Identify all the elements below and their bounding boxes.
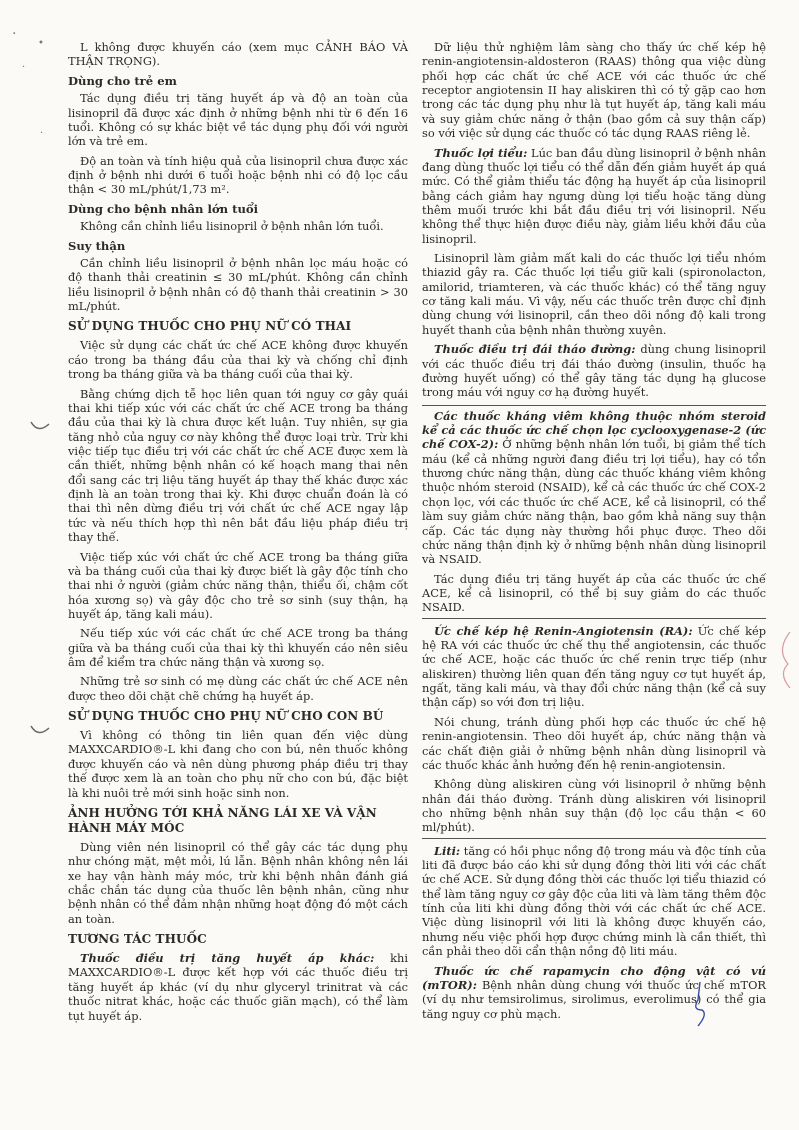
ra-paragraph-2: Nói chung, tránh dùng phối hợp các thuốc ức chế hệ renin-angiotensin. Theo dõi huyết áp, chức năng thận và các chất điện giải ở những bệnh nhân dùng lisinopril và các thuốc khác ảnh hưởng đến hệ renin-angiotensin. — [422, 714, 766, 772]
scan-dot-mark: · — [40, 128, 44, 139]
children-paragraph-1: Tác dụng điều trị tăng huyết áp và độ an toàn của lisinopril đã được xác định ở những bệnh nhi từ 6 đến 16 tuổi. Không có sự khác biệt về tác dụng phụ đối với người lớn và trẻ em. — [68, 91, 408, 149]
interactions-heading: TƯƠNG TÁC THUỐC — [68, 932, 207, 947]
antidiabetic-lead: Thuốc điều trị đái tháo đường: — [434, 342, 636, 357]
scan-dot-mark: . — [12, 22, 17, 38]
ra-paragraph — [422, 624, 766, 710]
ra-lead: Ức chế kép hệ Renin-Angiotensin (RA): — [434, 623, 693, 638]
scan-dot-mark: · — [22, 62, 26, 73]
pregnancy-paragraph-1: Việc sử dụng các chất ức chế ACE không được khuyến cáo trong ba tháng đầu của thai kỳ và chống chỉ định trong ba tháng giữa và ba tháng cuối của thai kỳ. — [68, 338, 408, 382]
renal-paragraph: Cần chỉnh liều lisinopril ở bệnh nhân lọc máu hoặc có độ thanh thải creatinin ≤ 30 mL/phút. Không cần chỉnh liều lisinopril ở bệnh nhân có độ thanh thải creatinin > 30 mL/phút. — [68, 256, 408, 314]
ra-paragraph-3: Không dùng aliskiren cùng với lisinopril ở những bệnh nhân đái tháo đường. Tránh dùng aliskiren với lisinopril cho những bệnh nhân suy thận (độ lọc cầu thận < 60 ml/phút). — [422, 777, 766, 838]
pregnancy-paragraph-4: Nếu tiếp xúc với các chất ức chế ACE trong ba tháng giữa và ba tháng cuối của thai kỳ thì khuyến cáo nên siêu âm để kiểm tra chức năng thận và xương sọ. — [68, 626, 408, 670]
nsaid-paragraph-2: Tác dụng điều trị tăng huyết áp của các thuốc ức chế ACE, kể cả lisinopril, có thể bị suy giảm do các thuốc NSAID. — [422, 572, 766, 619]
diuretic-text: Lúc ban đầu dùng lisinopril ở bệnh nhân đang dùng thuốc lợi tiểu có thể dẫn đến giảm huyết áp quá mức. Có thể giảm thiểu tác động hạ huyết áp của lisinopril bằng cách giảm hay ngưng dùng lợi tiểu hoặc tăng dùng thêm muối trước khi bắt đầu điều trị với lisinopril. Nếu không thể thực hiện được điều này, giảm liều khởi đầu của lisinopril. — [422, 145, 767, 246]
elderly-heading: Dùng cho bệnh nhân lớn tuổi — [68, 201, 259, 216]
renal-heading: Suy thận — [68, 238, 126, 253]
diuretic-paragraph — [422, 146, 766, 247]
nsaid-lead: Các thuốc kháng viêm không thuộc nhóm steroid kể cả các thuốc ức chế chọn lọc cyclooxygenase-2 (ức chế COX-2): — [422, 408, 766, 452]
lactation-heading: SỬ DỤNG THUỐC CHO PHỤ NỮ CHO CON BÚ — [68, 709, 384, 724]
edge-scribble-mark — [770, 630, 796, 690]
children-paragraph-2: Độ an toàn và tính hiệu quả của lisinopril chưa được xác định ở bệnh nhi dưới 6 tuổi hoặc bệnh nhi có độ lọc cầu thận < 30 mL/phút/1,73 m². — [68, 153, 408, 197]
nsaid-text: Ở những bệnh nhân lớn tuổi, bị giảm thể tích máu (kể cả những người đang điều trị lợi tiểu), hay có tổn thương chức năng thận, dùng các thuốc kháng viêm không thuộc nhóm steroid (NSAID), kể cả các thuốc ức chế COX-2 chọn lọc, với các thuốc ức chế ACE, kể cả lisinopril, có thể làm suy giảm chức năng thận, bao gồm khả năng suy thận cấp. Các tác dụng này thường hồi phục được. Theo dõi chức năng thận định kỳ ở những bệnh nhân dùng lisinopril và NSAID. — [422, 437, 766, 567]
intro-text: L không được khuyến cáo (xem mục CẢNH BÁO VÀ THẬN TRỌNG). — [68, 40, 408, 69]
antihypertensive-lead: Thuốc điều trị tăng huyết áp khác: — [80, 951, 375, 966]
pregnancy-paragraph-2: Bằng chứng dịch tễ học liên quan tới nguy cơ gây quái thai khi tiếp xúc với các chất ức chế ACE trong ba tháng đầu của thai kỳ là chưa được kết luận. Tuy nhiên, sự gia tăng nhỏ của nguy cơ này không thể được loại trừ. Trừ khi việc tiếp tục điều trị với các chất ức chế ACE được xem là cần thiết, những bệnh nhân có kế hoạch mang thai nên đổi sang các trị liệu tăng huyết áp thay thế khác được xác định là an toàn trong thai kỳ. Khi được chuẩn đoán là có thai thì nên dừng điều trị với chất ức chế ACE ngay lập tức và nếu thích hợp thì nên bắt đầu liệu pháp điều trị thay thế. — [68, 386, 408, 545]
mtor-paragraph — [422, 964, 766, 1021]
antidiabetic-text: dùng chung lisinopril với các thuốc điều trị đái tháo đường (insulin, thuốc hạ đường huyết uống) có thể gây tăng tác dụng hạ glucose trong máu với nguy cơ hạ đường huyết. — [422, 342, 766, 400]
margin-curve-mark — [28, 418, 52, 436]
ra-text: Ức chế kép hệ RA với các thuốc ức chế thụ thể angiotensin, các thuốc ức chế ACE, hoặc các thuốc ức chế renin trực tiếp (như aliskiren) thường liên quan đến tăng nguy cơ tụt huyết áp, ngất, tăng kali máu, và thay đổi chức năng thận (kể cả suy thận cấp) so với đơn trị liệu. — [422, 623, 767, 710]
lithium-paragraph — [422, 844, 766, 959]
scan-dot-mark: • — [38, 38, 44, 49]
lithium-text: tăng có hồi phục nồng độ trong máu và độc tính của liti đã được báo cáo khi sử dụng đồng thời liti với các chất ức chế ACE. Sử dụng đồng thời các thuốc lợi tiểu thiazid có thể làm tăng nguy cơ gây độc của liti và làm tăng thêm độc tính của liti khi dùng đồng thời với các chất ức chế ACE. Việc dùng lisinopril với liti là không được khuyến cáo, nhưng nếu việc phối hợp được chứng minh là cần thiết, thì cần phải theo dõi cẩn thận nồng độ liti máu. — [422, 843, 766, 959]
pregnancy-paragraph-3: Việc tiếp xúc với chất ức chế ACE trong ba tháng giữa và ba tháng cuối của thai kỳ được biết là gây độc tính cho thai nhi ở người (giảm chức năng thận, thiểu ối, chậm cốt hóa xương sọ) và gây độc cho trẻ sơ sinh (suy thận, hạ huyết áp, tăng kali máu). — [68, 549, 408, 621]
antidiabetic-paragraph — [422, 342, 766, 399]
margin-curve-mark — [28, 722, 52, 740]
mtor-text: Bệnh nhân dùng chung với thuốc ức chế mTOR (ví dụ như temsirolimus, sirolimus, everolimus) có thể gia tăng nguy cơ phù mạch. — [422, 977, 766, 1021]
driving-heading: ẢNH HƯỞNG TỚI KHẢ NĂNG LÁI XE VÀ VẬN HÀNH MÁY MÓC — [68, 805, 377, 835]
antihypertensive-paragraph — [68, 951, 408, 1023]
potassium-paragraph: Lisinopril làm giảm mất kali do các thuốc lợi tiểu nhóm thiazid gây ra. Các thuốc lợi tiểu giữ kali (spironolacton, amilorid, triamteren, và các thuốc khác) có thể tăng nguy cơ tăng kali máu. Vì vậy, nếu các thuốc trên được chỉ định dùng chung với lisinopril, cần theo dõi nồng độ kali trong huyết thanh của bệnh nhân thường xuyên. — [422, 251, 766, 337]
raas-paragraph: Dữ liệu thử nghiệm lâm sàng cho thấy ức chế kép hệ renin-angiotensin-aldosteron (RAAS) thông qua việc dùng phối hợp các chất ức chế ACE với các thuốc ức chế receptor angiotensin II hay aliskiren thì có tỷ gặp cao hơn trong các tác dụng phụ như là tụt huyết áp, tăng kali máu và suy giảm chức năng ở thận (bao gồm cả suy thận cấp) so với việc sử dụng các thuốc có tác dụng RAAS riêng lẻ. — [422, 40, 766, 141]
diuretic-lead: Thuốc lợi tiểu: — [434, 145, 528, 160]
nsaid-paragraph — [422, 405, 766, 567]
pregnancy-heading: SỬ DỤNG THUỐC CHO PHỤ NỮ CÓ THAI — [68, 319, 352, 334]
lithium-lead: Liti: — [434, 843, 461, 858]
pregnancy-paragraph-5: Những trẻ sơ sinh có mẹ dùng các chất ức chế ACE nên được theo dõi chặt chẽ chứng hạ huyết áp. — [68, 674, 408, 703]
lactation-paragraph: Vì không có thông tin liên quan đến việc dùng MAXXCARDIO®-L khi đang cho con bú, nên thuốc không được khuyến cáo và nên dùng phương pháp điều trị thay thế được xem là an toàn cho phụ nữ cho con bú, đặc biệt là khi nuôi trẻ mới sinh hoặc sinh non. — [68, 728, 408, 800]
driving-paragraph: Dùng viên nén lisinopril có thể gây các tác dụng phụ như chóng mặt, mệt mỏi, lú lẫn. Bệnh nhân không nên lái xe hay vận hành máy móc, trừ khi bệnh nhân đánh giá chắc chắn tác dụng của thuốc lên bệnh nhân, cũng như bệnh nhân có thể đảm nhận những hoạt động đó một cách an toàn. — [68, 839, 408, 926]
mtor-lead: Thuốc ức chế rapamycin cho động vật có vú (mTOR): — [422, 963, 766, 992]
left-column — [68, 40, 408, 1028]
children-heading: Dùng cho trẻ em — [68, 73, 177, 88]
elderly-paragraph: Không cần chỉnh liều lisinopril ở bệnh nhân lớn tuổi. — [80, 219, 384, 234]
right-column — [422, 40, 766, 1026]
antihypertensive-text: khi MAXXCARDIO®-L được kết hợp với các thuốc điều trị tăng huyết áp khác (ví dụ như glyceryl trinitrat và các thuốc nitrat khác, hoặc các thuốc giãn mạch), có thể làm tụt huyết áp. — [68, 951, 408, 1023]
